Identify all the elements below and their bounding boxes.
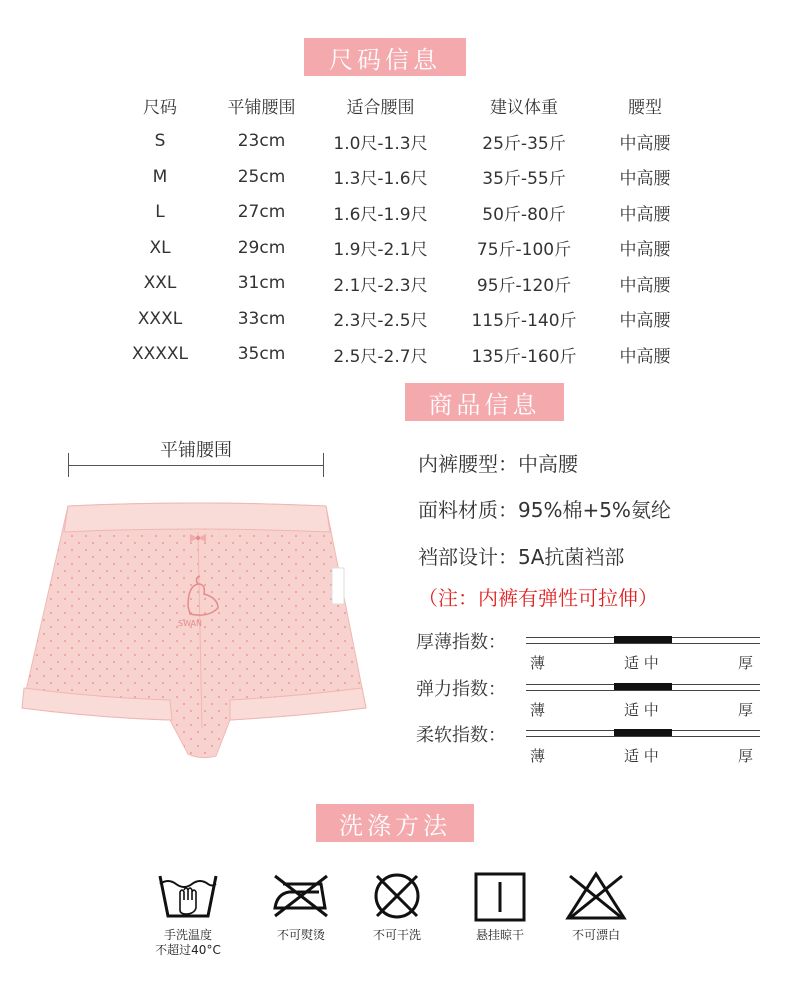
wash-label-line1: 不可干洗	[372, 928, 421, 942]
cell-flat-waist: 35cm	[237, 344, 286, 365]
index-level-marker	[614, 729, 672, 736]
cell-fit-waist: 2.3尺-2.5尺	[333, 311, 428, 332]
svg-text:SWAN: SWAN	[178, 619, 203, 628]
cell-size: XXXL	[137, 308, 183, 329]
cell-fit-waist: 2.5尺-2.7尺	[333, 346, 428, 367]
product-section-title: 商品信息	[405, 383, 564, 421]
cell-weight: 25斤-35斤	[482, 133, 566, 154]
product-image	[20, 498, 370, 760]
elasticity-index	[416, 677, 766, 717]
index-mid: 适 中	[624, 701, 659, 719]
measure-tick-right	[323, 453, 324, 477]
index-level-marker	[614, 636, 672, 643]
index-low: 薄	[530, 654, 546, 672]
no-bleach-icon	[564, 870, 628, 922]
header-waist-type: 腰型	[628, 98, 662, 119]
index-high: 厚	[738, 701, 754, 719]
size-table-header	[110, 88, 710, 124]
material-info: 面料材质：95%棉+5%氨纶	[418, 498, 671, 522]
cell-fit-waist: 1.3尺-1.6尺	[333, 169, 428, 190]
cell-waist-type: 中高腰	[619, 240, 671, 261]
index-mid: 适 中	[624, 747, 659, 765]
cell-size: XXL	[143, 273, 177, 294]
no-iron-icon	[269, 870, 333, 922]
wash-label	[133, 928, 243, 958]
cell-fit-waist: 2.1尺-2.3尺	[333, 275, 428, 296]
hand-wash-icon	[156, 870, 220, 922]
cell-flat-waist: 29cm	[237, 237, 286, 258]
header-size: 尺码	[143, 98, 177, 119]
cell-waist-type: 中高腰	[619, 169, 671, 190]
measure-label: 平铺腰围	[160, 440, 232, 461]
cell-weight: 75斤-100斤	[476, 240, 572, 261]
cell-waist-type: 中高腰	[619, 275, 671, 296]
waist-type-info: 内裤腰型：中高腰	[418, 452, 578, 476]
index-low: 薄	[530, 747, 546, 765]
wash-item-no-dry-clean	[342, 870, 452, 943]
cell-weight: 95斤-120斤	[476, 275, 572, 296]
cell-flat-waist: 27cm	[237, 202, 286, 223]
hang-dry-icon	[468, 870, 532, 922]
table-row	[110, 337, 710, 373]
cell-size: XXXXL	[131, 344, 189, 365]
cell-fit-waist: 1.6尺-1.9尺	[333, 204, 428, 225]
index-high: 厚	[738, 654, 754, 672]
wash-label-line1: 不可漂白	[571, 928, 620, 942]
cell-flat-waist: 25cm	[237, 166, 286, 187]
table-row	[110, 301, 710, 337]
size-section-title: 尺码信息	[304, 38, 466, 76]
cell-weight: 135斤-160斤	[471, 346, 577, 367]
measure-tick-left	[68, 453, 69, 477]
table-row	[110, 266, 710, 302]
index-label: 柔软指数：	[416, 725, 506, 746]
stretch-note: （注：内裤有弹性可拉伸）	[418, 586, 658, 610]
wash-item-no-bleach	[541, 870, 651, 943]
cell-waist-type: 中高腰	[619, 204, 671, 225]
cell-fit-waist: 1.9尺-2.1尺	[333, 240, 428, 261]
index-mid: 适 中	[624, 654, 659, 672]
index-label: 厚薄指数：	[416, 632, 506, 653]
crotch-info: 裆部设计：5A抗菌裆部	[418, 545, 625, 569]
cell-waist-type: 中高腰	[619, 133, 671, 154]
wash-item-hang-dry	[445, 870, 555, 943]
cell-weight: 50斤-80斤	[482, 204, 566, 225]
wash-label	[445, 928, 555, 943]
size-table	[110, 88, 710, 372]
cell-flat-waist: 31cm	[237, 273, 286, 294]
wash-label-line2: 不超过40°C	[155, 943, 221, 957]
index-high: 厚	[738, 747, 754, 765]
cell-fit-waist: 1.0尺-1.3尺	[333, 133, 428, 154]
no-dry-clean-icon	[365, 870, 429, 922]
cell-size: M	[152, 166, 168, 187]
wash-label-line1: 不可熨烫	[276, 928, 325, 942]
header-fit-waist: 适合腰围	[346, 98, 415, 119]
cell-weight: 35斤-55斤	[482, 169, 566, 190]
thickness-index	[416, 630, 766, 670]
softness-index	[416, 723, 766, 763]
table-row	[110, 195, 710, 231]
flat-waist-measure	[68, 440, 324, 480]
table-row	[110, 124, 710, 160]
wash-item-hand-wash	[133, 870, 243, 958]
index-low: 薄	[530, 701, 546, 719]
index-level-marker	[614, 683, 672, 690]
cell-size: XL	[149, 237, 171, 258]
header-flat-waist: 平铺腰围	[227, 98, 296, 119]
cell-size: L	[155, 202, 165, 223]
wash-section-title: 洗涤方法	[316, 804, 474, 842]
table-row	[110, 230, 710, 266]
wash-label	[541, 928, 651, 943]
wash-label-line1: 悬挂晾干	[475, 928, 524, 942]
wash-label-line1: 手洗温度	[163, 928, 212, 942]
wash-label	[342, 928, 452, 943]
cell-flat-waist: 23cm	[237, 131, 286, 152]
header-weight: 建议体重	[490, 98, 558, 119]
cell-flat-waist: 33cm	[237, 308, 286, 329]
wash-label	[246, 928, 356, 943]
measure-line	[68, 465, 324, 466]
index-label: 弹力指数：	[416, 679, 506, 700]
cell-waist-type: 中高腰	[619, 346, 671, 367]
cell-size: S	[154, 131, 166, 152]
cell-waist-type: 中高腰	[619, 311, 671, 332]
table-row	[110, 159, 710, 195]
wash-item-no-iron	[246, 870, 356, 943]
cell-weight: 115斤-140斤	[471, 311, 577, 332]
